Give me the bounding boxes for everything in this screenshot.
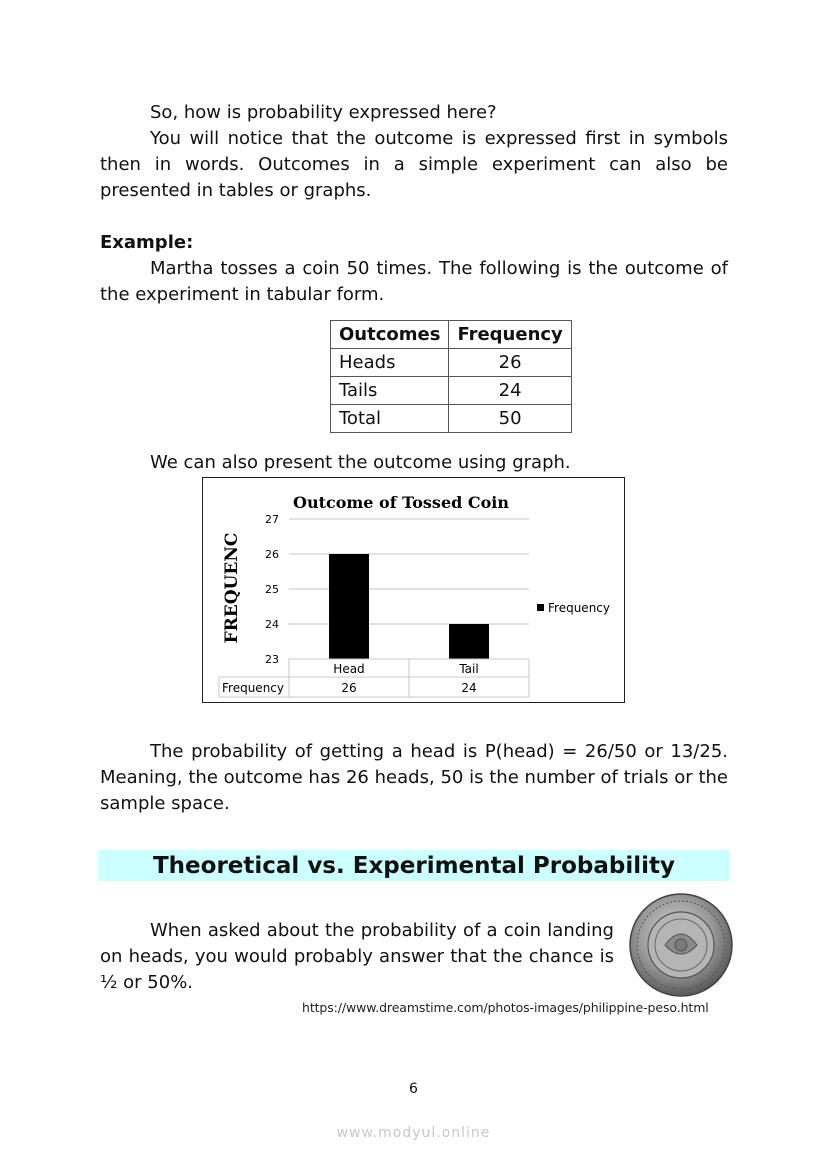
example-text: Martha tosses a coin 50 times. The following is the outcome of the experiment in tabular form.: [100, 258, 728, 305]
probability-text: The probability of getting a head is P(head) = 26/50 or 13/25. Meaning, the outcome has 26 heads, 50 is the number of trials or the sample space.: [100, 741, 728, 814]
coin-paragraph: When asked about the probability of a coin landing on heads, you would probably answer that the chance is ½ or 50%.: [100, 920, 614, 993]
y-tick-label: 25: [265, 583, 279, 596]
table-cell-frequency: 24: [449, 377, 571, 405]
intro-question: So, how is probability expressed here?: [150, 102, 497, 123]
table-cell-frequency: 26: [449, 349, 571, 377]
table-header-row: [331, 321, 572, 349]
example-label: Example:: [100, 232, 194, 253]
x-category-label: Tail: [459, 662, 479, 676]
y-tick-label: 27: [265, 513, 279, 526]
table-cell-frequency: 50: [449, 405, 571, 433]
source-url: https://www.dreamstime.com/photos-images/philippine-peso.html: [302, 1000, 709, 1015]
y-tick-label: 23: [265, 653, 279, 666]
data-table-value: 26: [341, 681, 357, 695]
section-heading-band: [98, 850, 730, 881]
legend-swatch: [537, 604, 544, 611]
table-cell-outcome: Total: [331, 405, 449, 433]
section-heading: Theoretical vs. Experimental Probability: [152, 853, 676, 879]
bar-tail: [449, 624, 489, 659]
frequency-table: [330, 320, 572, 433]
table-header-frequency: Frequency: [449, 321, 571, 349]
data-table-row-label: Frequency: [222, 681, 284, 695]
table-cell-outcome: Tails: [331, 377, 449, 405]
data-table-value: 24: [461, 681, 477, 695]
x-category-label: Head: [333, 662, 365, 676]
y-tick-label: 24: [265, 618, 279, 631]
table-row: [331, 377, 572, 405]
table-cell-outcome: Heads: [331, 349, 449, 377]
watermark: www.modyul.online: [336, 1125, 491, 1141]
graph-intro: We can also present the outcome using graph.: [150, 452, 571, 473]
table-row: [331, 405, 572, 433]
chart-svg: [203, 478, 624, 702]
legend-label: Frequency: [548, 601, 610, 615]
coin-image: [625, 893, 737, 997]
table-row: [331, 349, 572, 377]
chart-title: Outcome of Tossed Coin: [293, 493, 509, 512]
page-number: 6: [409, 1081, 418, 1097]
y-tick-label: 26: [265, 548, 279, 561]
intro-notice: You will notice that the outcome is expressed first in symbols then in words. Outcomes in a simple experiment can also be presented in tables or graphs.: [100, 128, 728, 201]
y-axis-label: FREQUENC: [222, 532, 242, 644]
bar-chart: [202, 477, 625, 703]
bar-head: [329, 554, 369, 659]
table-header-outcomes: Outcomes: [331, 321, 449, 349]
